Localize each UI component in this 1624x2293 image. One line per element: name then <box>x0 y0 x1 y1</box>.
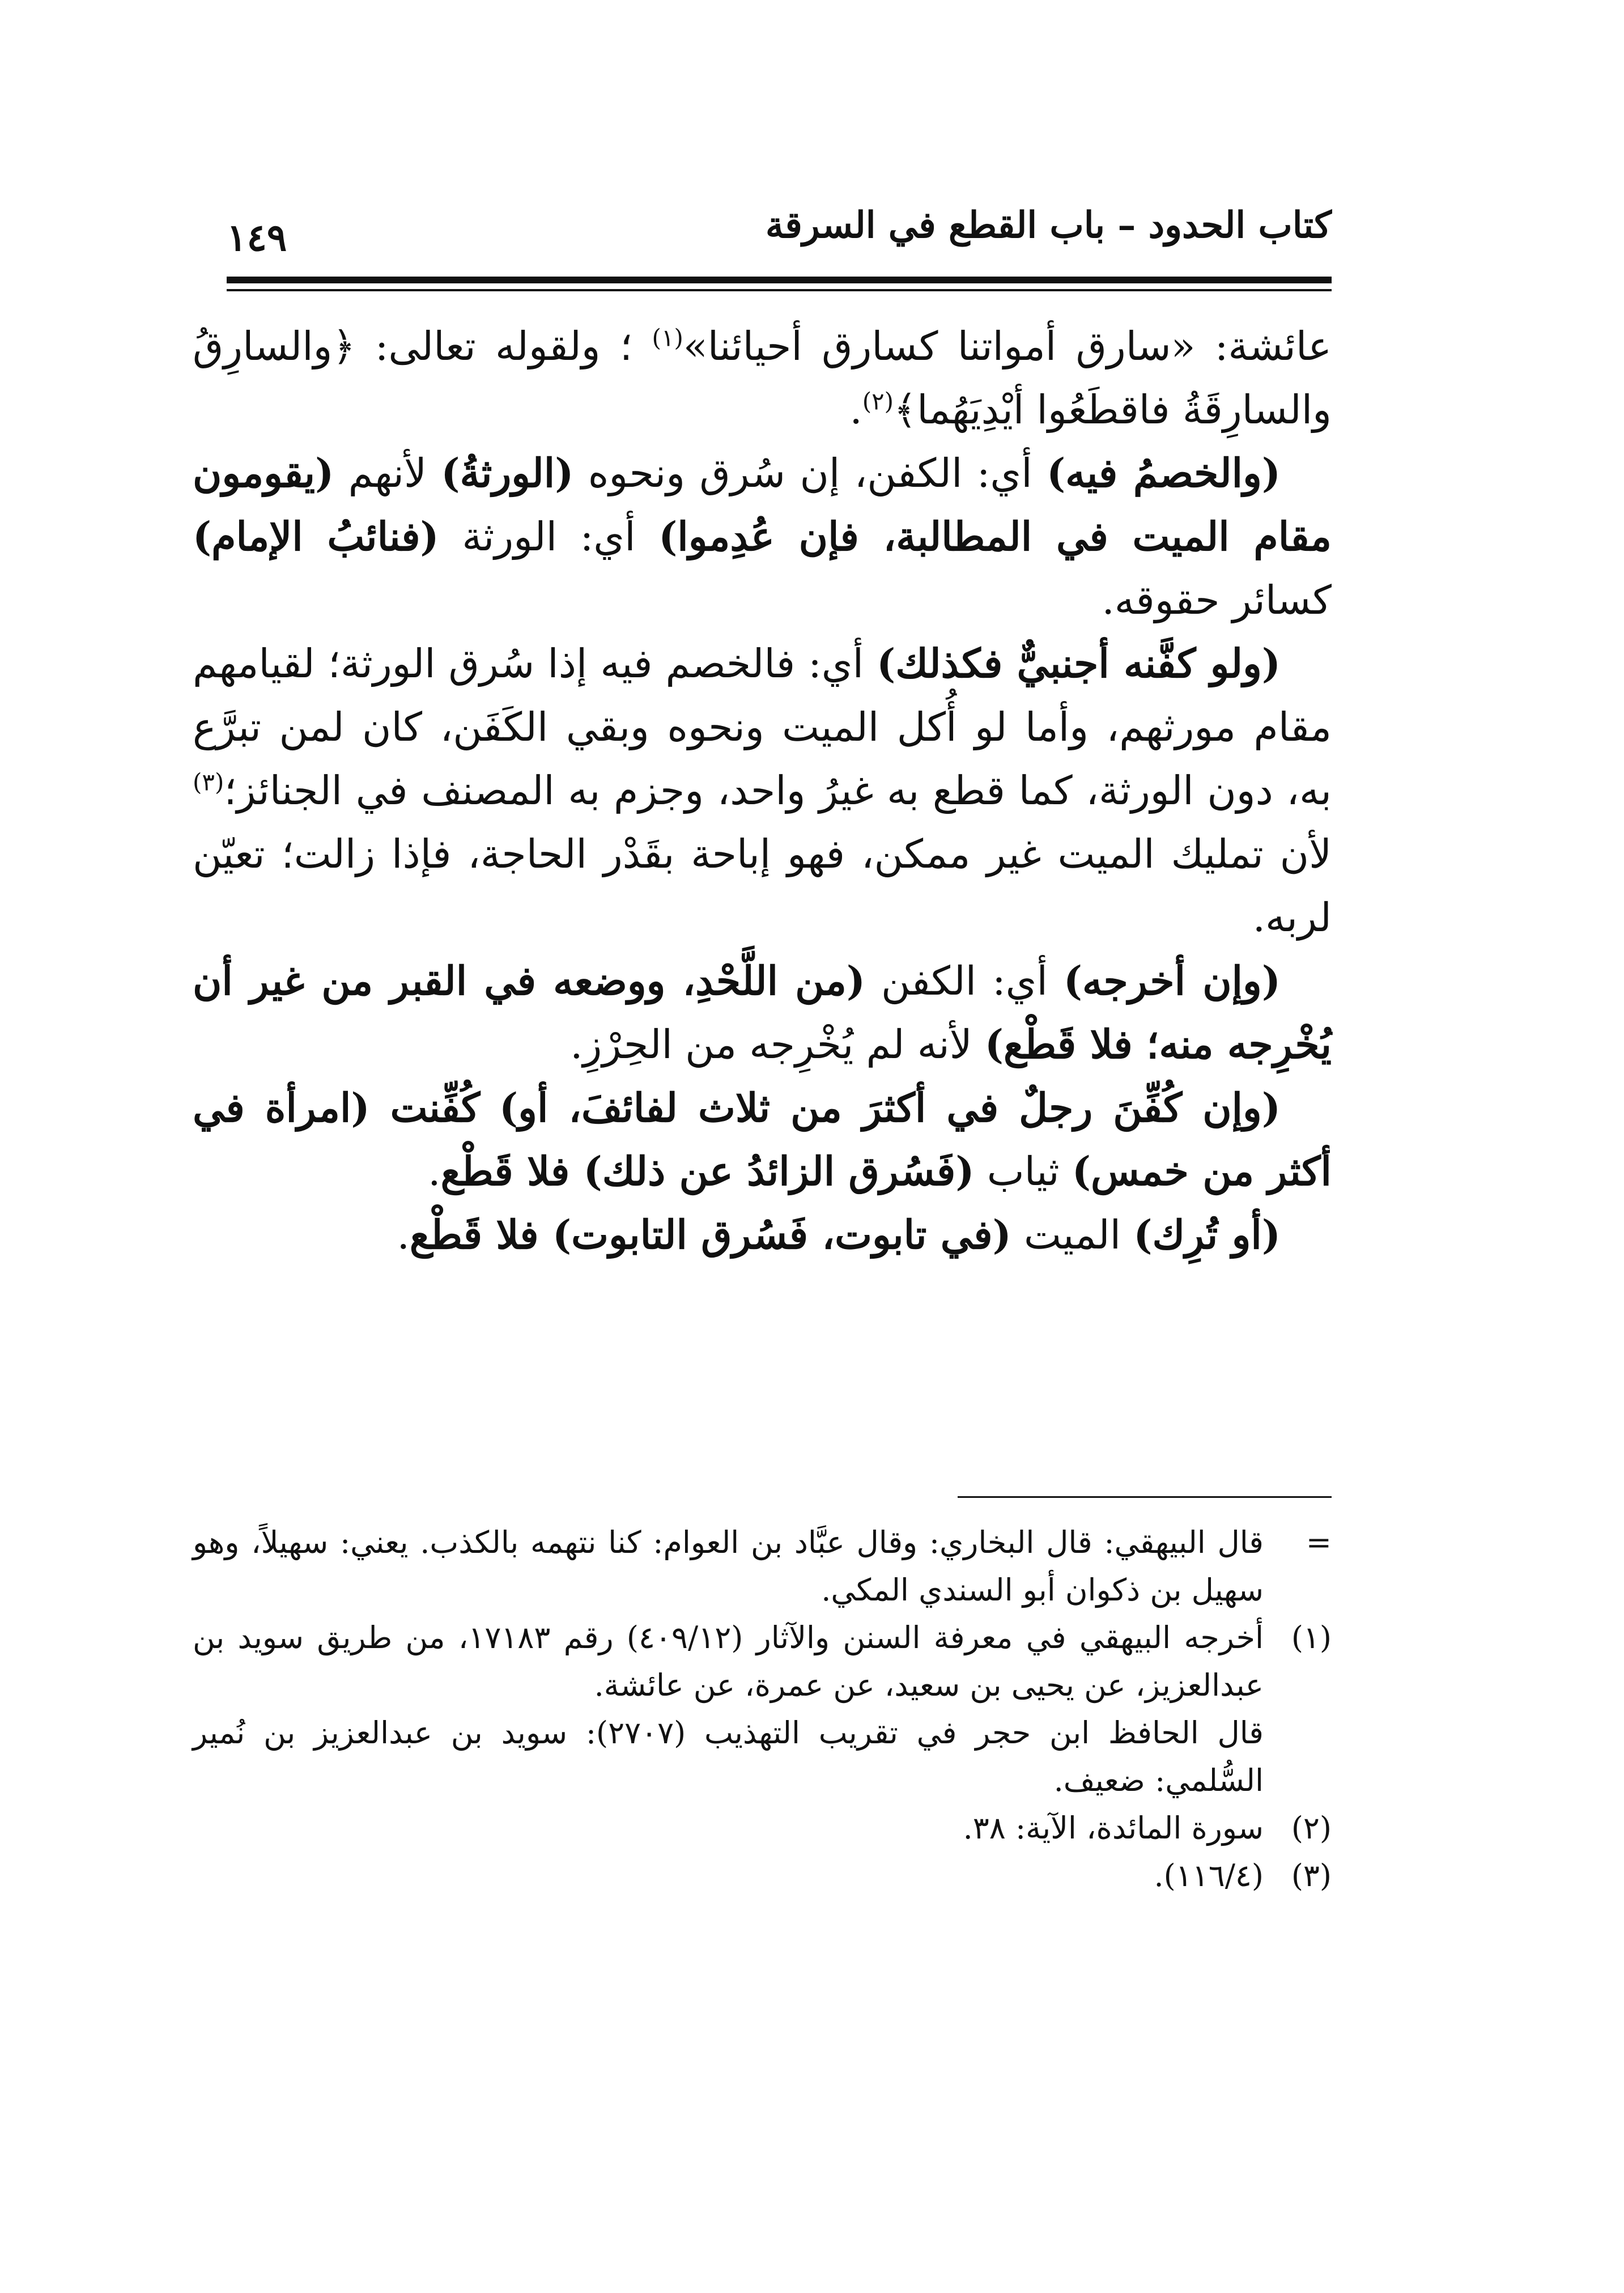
footnote-ref-3[interactable]: (٣) <box>193 768 224 796</box>
page-header <box>227 204 1332 272</box>
p1-line1: عائشة: «سارق أمواتنا كسارق أحيائنا» <box>683 323 1332 370</box>
footnote-continuation <box>193 1519 1332 1614</box>
paragraph-6 <box>193 1203 1332 1267</box>
p3-sharh-1: أي: فالخصم فيه إذا سُرق الورثة؛ لقيامهم مقام مورثهم، وأما لو أُكل الميت ونحوه وبقي الكَفَن، كان لمن تبرَّع به، دون الورثة، كما قطع به غيرُ واحد، وجزم به المصنف في الجنائز؛ <box>193 640 1332 814</box>
p5-sharh-1: ثياب <box>974 1148 1072 1195</box>
paragraph-1 <box>193 315 1332 441</box>
p4-sharh-1: أي: الكفن <box>865 958 1064 1004</box>
p1-quran-quote: ؛ ولقوله تعالى: ﴿والسارِقُ والسارِقَةُ فاقطَعُوا أيْدِيَهُما﴾ <box>193 323 1332 433</box>
footnote-ref-2[interactable]: (٢) <box>862 387 894 415</box>
continuation-line-2: وهو سهيل بن ذكوان أبو السندي المكي. <box>193 1525 1264 1608</box>
paragraph-4 <box>193 949 1332 1076</box>
p5-matn-2: كُفِّنت (امرأة في أكثر من خمس) <box>193 1084 1332 1195</box>
footnote-2-text: سورة المائدة، الآية: ٣٨. <box>963 1810 1264 1846</box>
p4-matn-2: (من اللَّحْدِ، ووضعه في القبر من غير أن يُخْرِجه منه؛ فلا قَطْع) <box>193 957 1332 1068</box>
footnote-3-marker: (٣) <box>1291 1858 1332 1893</box>
p5-matn-3: (فَسُرق الزائدُ عن ذلك) فلا قَطْع <box>440 1148 975 1195</box>
continuation-marker: = <box>1306 1525 1332 1560</box>
paragraph-5 <box>193 1076 1332 1203</box>
p1-end: . <box>849 387 862 433</box>
p2-matn-3: (يقومون مقام الميت في المطالبة، فإن عُدِموا) <box>193 449 1332 560</box>
footnote-1-text: أخرجه البيهقي في معرفة السنن والآثار (٤٠٩/١٢) رقم ١٧١٨٣، من طريق سويد بن عبدالعزيز، عن يحيى بن سعيد، عن عمرة، عن عائشة. <box>193 1620 1264 1703</box>
running-title: كتاب الحدود – باب القطع في السرقة <box>765 204 1332 247</box>
p2-matn-1: (والخصمُ فيه) <box>1047 449 1281 496</box>
p4-sharh-2: لأنه لم يُخْرِجه من الحِرْزِ. <box>570 1021 985 1068</box>
p6-matn-2: (في تابوت، فَسُرق التابوت) فلا قَطْع <box>409 1211 1011 1258</box>
footnote-separator <box>958 1496 1332 1498</box>
footnotes <box>193 1519 1332 1900</box>
p6-sharh-1: الميت <box>1011 1212 1134 1258</box>
paragraph-2 <box>193 441 1332 632</box>
p6-matn-1: (أو تُرِك) <box>1133 1211 1281 1258</box>
footnote-ref-1[interactable]: (١) <box>652 324 683 352</box>
page-number: ١٤٩ <box>227 215 287 260</box>
footnote-3 <box>193 1852 1332 1900</box>
p2-sharh-1: أي: الكفن، إن سُرق ونحوه <box>573 450 1047 496</box>
footnote-1-marker: (١) <box>1291 1620 1332 1655</box>
p5-space <box>480 1085 499 1131</box>
continuation-line-1: قال البيهقي: قال البخاري: وقال عبَّاد بن العوام: كنا نتهمه بالكذب. يعني: سهيلاً، <box>251 1525 1264 1560</box>
p2-sharh-3: أي: الورثة <box>439 513 659 560</box>
footnote-2-marker: (٢) <box>1291 1810 1332 1846</box>
footnote-1-continuation: قال الحافظ ابن حجر في تقريب التهذيب (٢٧٠٧): سويد بن عبدالعزيز بن نُمير السُّلمي: ضعيف. <box>193 1715 1264 1798</box>
p3-sharh-2: لأن تمليك الميت غير ممكن، فهو إباحة بقَدْر الحاجة، فإذا زالت؛ تعيّن لربه. <box>193 831 1332 941</box>
paragraph-3 <box>193 632 1332 949</box>
p4-matn-1: (وإن أخرجه) <box>1063 957 1281 1004</box>
footnote-1 <box>193 1614 1332 1709</box>
main-text <box>193 315 1332 1267</box>
p2-matn-4: (فنائبُ الإمام) <box>193 513 439 560</box>
p2-sharh-2: لأنهم <box>334 450 441 496</box>
footnote-2 <box>193 1804 1332 1852</box>
p6-end: . <box>397 1212 410 1258</box>
p5-matn-1: (وإن كُفِّنَ رجلٌ في أكثرَ من ثلاث لفائفَ، أو) <box>499 1084 1281 1131</box>
header-rule-thick <box>227 277 1332 283</box>
footnote-3-text: (١١٦/٤). <box>1154 1858 1264 1893</box>
p2-sharh-4: كسائر حقوقه. <box>1102 577 1332 623</box>
p3-matn-1: (ولو كفَّنه أجنبيٌّ فكذلك) <box>877 640 1281 687</box>
p5-end: . <box>428 1148 441 1195</box>
p2-matn-2: (الورثةُ) <box>441 449 574 496</box>
header-rule-thin <box>227 289 1332 291</box>
